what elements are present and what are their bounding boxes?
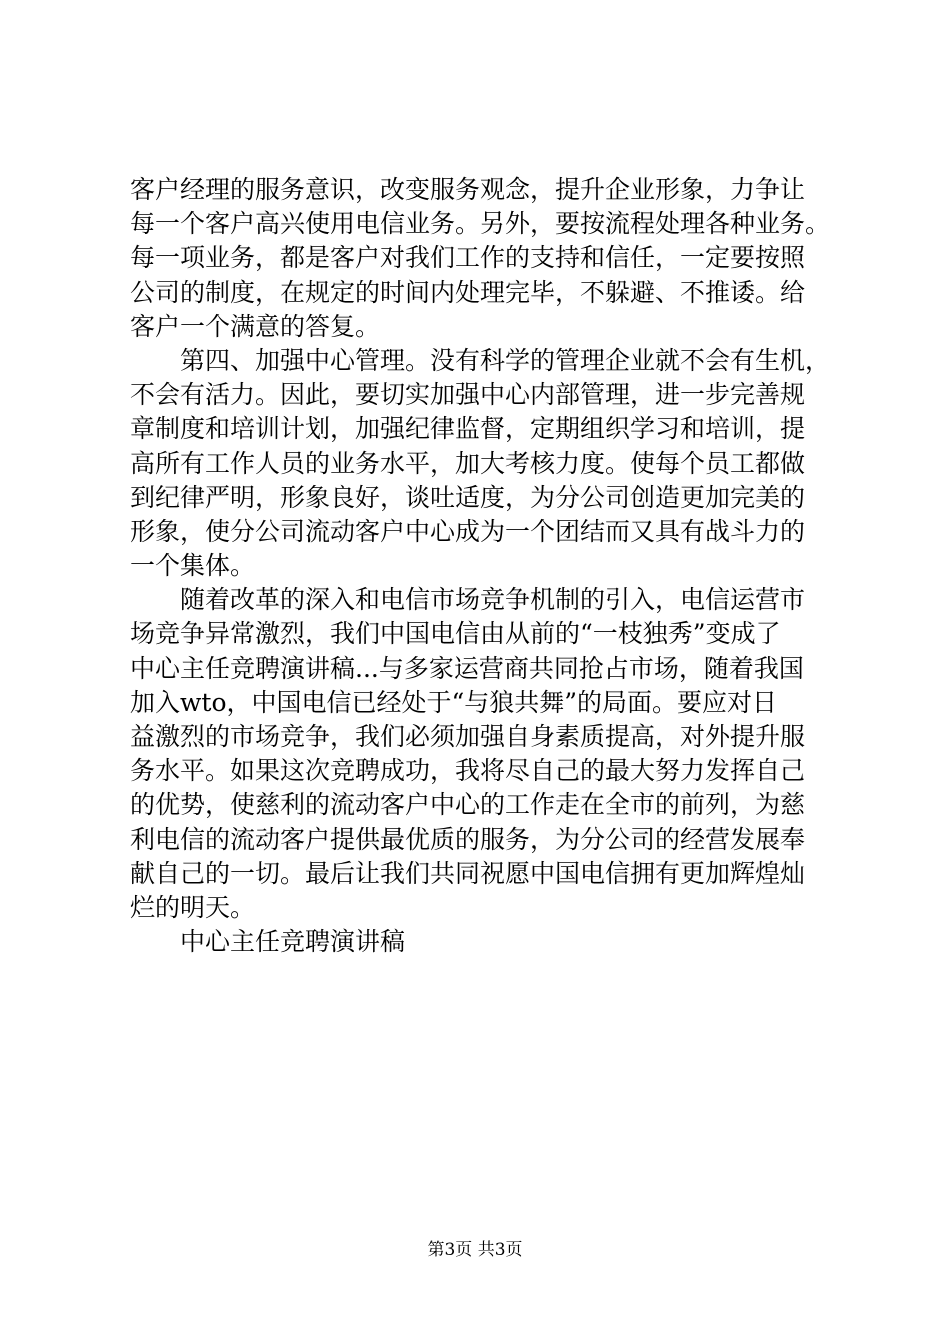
text-line-1: 客户经理的服务意识，改变服务观念，提升企业形象，力争让 (130, 175, 806, 204)
text-line-4: 公司的制度，在规定的时间内处理完毕，不躲避、不推诿。给 (130, 277, 806, 307)
text-line-9: 高所有工作人员的业务水平，加大考核力度。使每个员工都做 (130, 448, 806, 478)
text-line-22: 烂的明天。 (130, 892, 256, 922)
text-line-7: 不会有活力。因此，要切实加强中心内部管理，进一步完善规 (130, 380, 806, 410)
text-line-13: 随着改革的深入和电信市场竞争机制的引入，电信运营市 (130, 585, 806, 615)
text-line-20: 利电信的流动客户提供最优质的服务，为分公司的经营发展奉 (130, 824, 806, 854)
text-line-15: 中心主任竞聘演讲稿...与多家运营商共同抢占市场，随着我国 (130, 653, 804, 683)
text-line-17: 益激烈的市场竞争，我们必须加强自身素质提高，对外提升服 (130, 722, 806, 751)
text-line-14: 场竞争异常激烈，我们中国电信由从前的“一枝独秀”变成了 (130, 619, 781, 649)
text-line-10: 到纪律严明，形象良好，谈吐适度，为分公司创造更加完美的 (130, 482, 806, 512)
text-line-16: 加入wto，中国电信已经处于“与狼共舞”的局面。要应对日 (130, 687, 778, 717)
text-line-21: 献自己的一切。最后让我们共同祝愿中国电信拥有更加辉煌灿 (130, 858, 806, 888)
text-line-6: 第四、加强中心管理。没有科学的管理企业就不会有生机， (130, 345, 831, 375)
text-line-12: 一个集体。 (130, 551, 256, 581)
page-number-footer: 第3页 共3页 (427, 1240, 523, 1260)
document-body (130, 173, 830, 959)
text-line-3: 每一项业务，都是客户对我们工作的支持和信任，一定要按照 (130, 243, 806, 273)
text-line-5: 客户一个满意的答复。 (130, 311, 381, 341)
text-line-2: 每一个客户高兴使用电信业务。另外，要按流程处理各种业务。 (130, 209, 831, 239)
text-line-11: 形象，使分公司流动客户中心成为一个团结而又具有战斗力的 (130, 516, 806, 546)
text-line-23: 中心主任竞聘演讲稿 (130, 927, 406, 957)
text-line-8: 章制度和培训计划，加强纪律监督，定期组织学习和培训，提 (130, 414, 806, 444)
text-line-18: 务水平。如果这次竞聘成功，我将尽自己的最大努力发挥自己 (130, 756, 806, 786)
text-line-19: 的优势，使慈利的流动客户中心的工作走在全市的前列，为慈 (130, 790, 806, 820)
